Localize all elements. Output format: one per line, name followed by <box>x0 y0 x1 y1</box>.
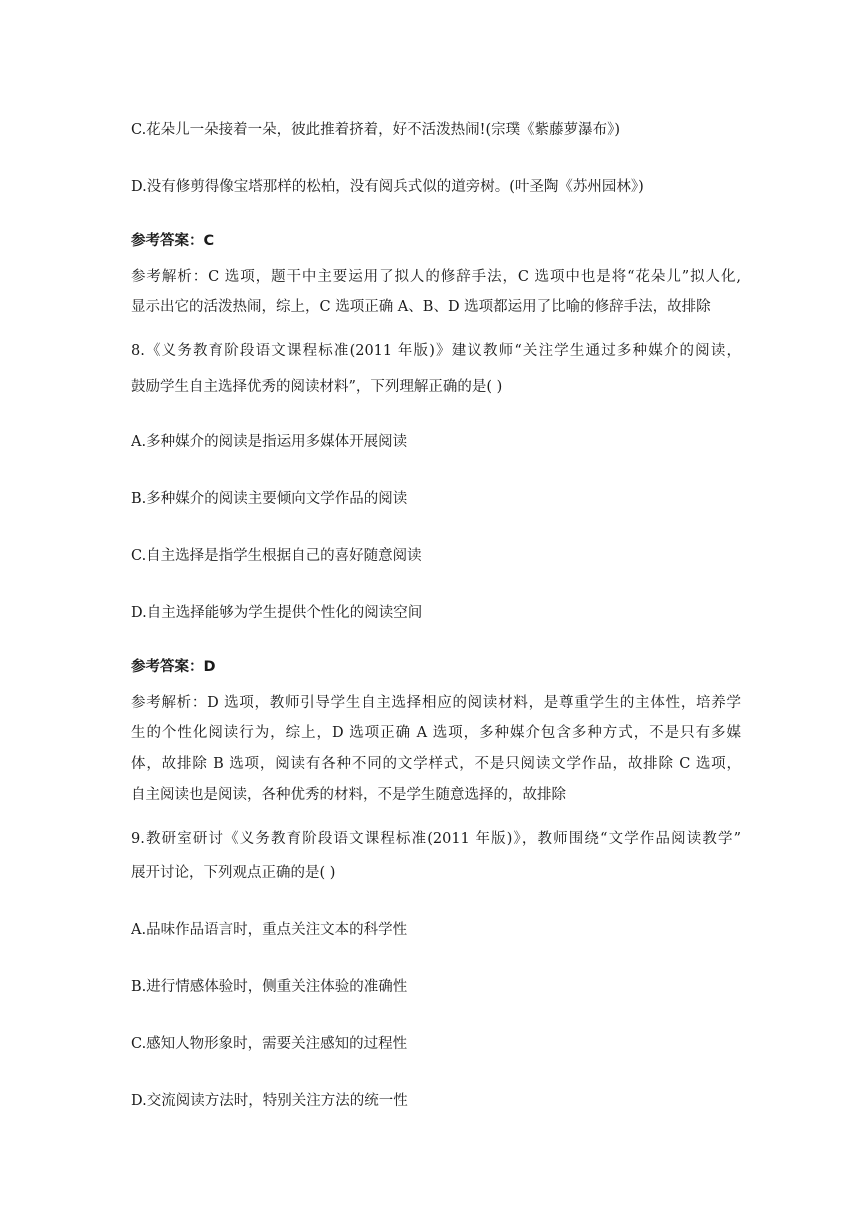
q8-stem-line-1: 8.《义务教育阶段语文课程标准(2011 年版)》建议教师“关注学生通过多种媒介的阅读， <box>131 343 741 359</box>
q9-stem-line-2: 展开讨论，下列观点正确的是( ) <box>131 865 336 881</box>
q8-analysis-line-2: 生的个性化阅读行为，综上，D 选项正确 A 选项，多种媒介包含多种方式，不是只有多媒 <box>131 725 741 741</box>
q8-option-b: B.多种媒介的阅读主要倾向文学作品的阅读 <box>131 491 408 507</box>
q7-analysis-line-2: 显示出它的活泼热闹，综上，C 选项正确 A、B、D 选项都运用了比喻的修辞手法，故排除 <box>131 299 711 315</box>
q8-option-d: D.自主选择能够为学生提供个性化的阅读空间 <box>131 605 423 621</box>
q7-analysis-line-1: 参考解析：C 选项，题干中主要运用了拟人的修辞手法，C 选项中也是将“花朵儿”拟人化, <box>131 269 741 285</box>
q7-answer: 参考答案：C <box>131 233 215 249</box>
q8-stem-line-2: 鼓励学生自主选择优秀的阅读材料”，下列理解正确的是( ) <box>131 379 503 395</box>
q7-option-d: D.没有修剪得像宝塔那样的松柏，没有阅兵式似的道旁树。(叶圣陶《苏州园林》) <box>131 179 644 195</box>
q9-option-c: C.感知人物形象时，需要关注感知的过程性 <box>131 1036 408 1052</box>
q9-stem-line-1: 9.教研室研讨《义务教育阶段语文课程标准(2011 年版)》，教师围绕“文学作品阅读教学” <box>131 831 741 847</box>
q8-option-c: C.自主选择是指学生根据自己的喜好随意阅读 <box>131 548 422 564</box>
q8-answer: 参考答案：D <box>131 659 216 675</box>
q8-analysis-line-3: 体，故排除 B 选项，阅读有各种不同的文学样式，不是只阅读文学作品，故排除 C 选项， <box>131 756 741 772</box>
q9-option-d: D.交流阅读方法时，特别关注方法的统一性 <box>131 1093 408 1109</box>
q8-analysis-line-4: 自主阅读也是阅读，各种优秀的材料，不是学生随意选择的，故排除 <box>131 787 566 803</box>
q9-option-a: A.品味作品语言时，重点关注文本的科学性 <box>131 922 408 938</box>
q7-option-c: C.花朵儿一朵接着一朵，彼此推着挤着，好不活泼热闹!(宗璞《紫藤萝瀑布》) <box>131 122 621 138</box>
q8-option-a: A.多种媒介的阅读是指运用多媒体开展阅读 <box>131 434 408 450</box>
q8-analysis-line-1: 参考解析：D 选项，教师引导学生自主选择相应的阅读材料，是尊重学生的主体性，培养学 <box>131 695 741 711</box>
q9-option-b: B.进行情感体验时，侧重关注体验的准确性 <box>131 979 408 995</box>
